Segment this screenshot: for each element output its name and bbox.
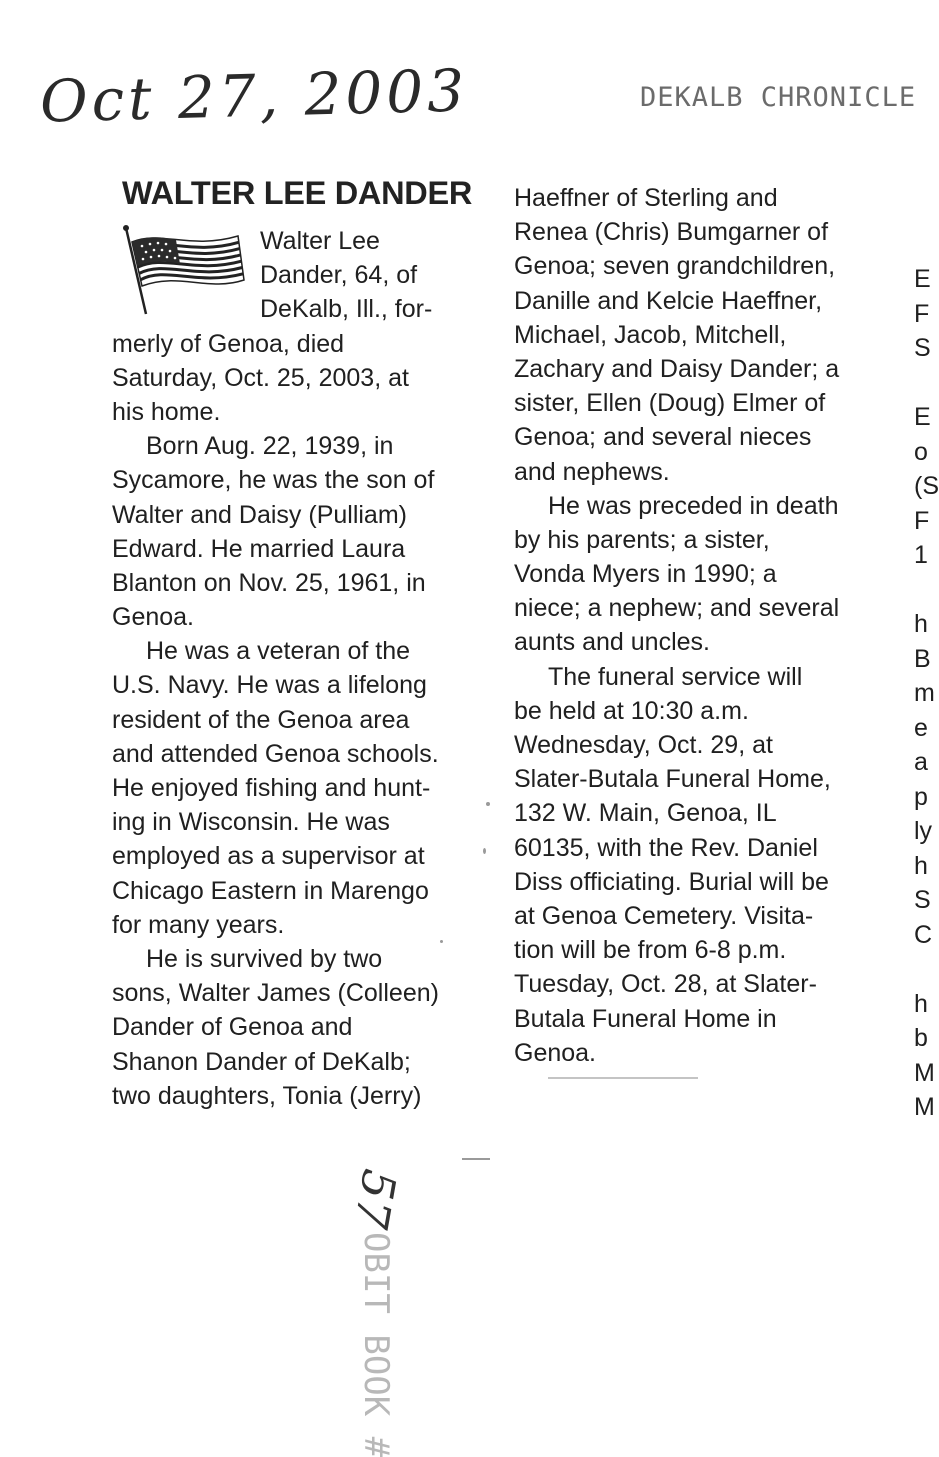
text-line: Genoa. — [112, 603, 195, 632]
text-line: ing in Wisconsin. He was — [112, 808, 390, 837]
text-line: U.S. Navy. He was a lifelong — [112, 671, 427, 700]
text-line: Diss officiating. Burial will be — [514, 867, 829, 896]
scan-speck — [462, 1158, 490, 1160]
text-line: Shanon Dander of DeKalb; — [112, 1047, 411, 1076]
fragment-line — [914, 573, 934, 608]
text-line: He was preceded in death — [548, 491, 839, 520]
text-line: Michael, Jacob, Mitchell, — [514, 320, 787, 349]
text-line: Renea (Chris) Bumgarner of — [514, 218, 829, 247]
handwritten-date: Oct 27, 2003 — [39, 56, 469, 136]
text-line: at Genoa Cemetery. Visita- — [514, 901, 814, 930]
text-line: for many years. — [112, 910, 285, 939]
fragment-line: E — [914, 403, 931, 431]
text-line: DeKalb, Ill., for- — [260, 295, 433, 324]
text-line: Vonda Myers in 1990; a — [514, 560, 777, 589]
text-line: Tuesday, Oct. 28, at Slater- — [514, 970, 817, 999]
fragment-line — [914, 952, 934, 987]
fragment-line: C — [914, 920, 933, 949]
obituary-headline: WALTER LEE DANDER — [122, 175, 472, 211]
publication-stamp: DEKALB CHRONICLE — [640, 82, 917, 113]
fragment-line: a — [914, 748, 928, 776]
fragment-line: (S — [914, 472, 939, 500]
text-line: aunts and uncles. — [514, 628, 710, 657]
fragment-line: p — [914, 782, 928, 811]
fragment-line: b — [914, 1024, 928, 1052]
adjacent-column-fragment — [914, 262, 939, 1125]
text-line: be held at 10:30 a.m. — [514, 696, 749, 725]
text-line: Born Aug. 22, 1939, in — [146, 432, 394, 461]
fragment-line: F — [914, 299, 930, 328]
obituary-column-1 — [112, 224, 484, 1113]
text-line: Saturday, Oct. 25, 2003, at — [112, 363, 409, 392]
archive-stamp: OBIT BOOK # — [356, 1232, 396, 1457]
text-line: 60135, with the Rev. Daniel — [514, 833, 818, 862]
fragment-line: h — [914, 989, 928, 1018]
text-line: Zachary and Daisy Dander; a — [514, 354, 840, 383]
text-line: two daughters, Tonia (Jerry) — [112, 1081, 422, 1110]
text-line: He is survived by two — [146, 944, 383, 973]
text-line: The funeral service will — [548, 662, 803, 691]
text-line: Walter and Daisy (Pulliam) — [112, 500, 407, 529]
text-line: He was a veteran of the — [146, 637, 411, 666]
page-number-note: 57 — [343, 1165, 407, 1233]
text-line: He enjoyed fishing and hunt- — [112, 774, 431, 802]
fragment-line: h — [914, 851, 928, 880]
text-line: Dander, 64, of — [260, 261, 418, 290]
text-line: resident of the Genoa area — [112, 705, 410, 734]
text-line: sons, Walter James (Colleen) — [112, 979, 439, 1008]
text-line: Sycamore, he was the son of — [112, 466, 435, 495]
fragment-line: e — [914, 713, 928, 742]
text-line: Walter Lee — [260, 227, 380, 255]
text-line: tion will be from 6-8 p.m. — [514, 936, 787, 965]
fragment-line: o — [914, 437, 928, 466]
fragment-line: 1 — [914, 541, 928, 569]
scan-speck — [548, 1077, 698, 1079]
text-line: Chicago Eastern in Marengo — [112, 876, 429, 905]
text-line: Blanton on Nov. 25, 1961, in — [112, 568, 426, 597]
text-line: merly of Genoa, died — [112, 329, 345, 358]
text-line: Dander of Genoa and — [112, 1013, 353, 1042]
text-line: Butala Funeral Home in — [514, 1004, 777, 1033]
scan-speck — [483, 848, 486, 854]
fragment-line: E — [914, 265, 931, 293]
fragment-line: M — [914, 1058, 935, 1087]
text-line: Edward. He married Laura — [112, 534, 406, 563]
text-line: his home. — [112, 397, 221, 426]
text-line: employed as a supervisor at — [112, 842, 425, 871]
fragment-line — [914, 366, 934, 401]
fragment-line: S — [914, 886, 931, 914]
fragment-line: ly — [914, 817, 933, 845]
text-line: niece; a nephew; and several — [514, 594, 840, 623]
text-line: Haeffner of Sterling and — [514, 184, 778, 212]
text-line: sister, Ellen (Doug) Elmer of — [514, 389, 826, 418]
fragment-line: M — [914, 1093, 935, 1121]
text-line: Genoa; and several nieces — [514, 423, 812, 452]
obituary-column-2 — [514, 181, 886, 1070]
text-line: Slater-Butala Funeral Home, — [514, 765, 831, 794]
fragment-line: m — [914, 679, 935, 707]
scan-speck — [486, 802, 490, 806]
text-line: by his parents; a sister, — [514, 525, 770, 554]
text-line: 132 W. Main, Genoa, IL — [514, 799, 777, 828]
text-line: Genoa; seven grandchildren, — [514, 252, 836, 281]
text-line: Wednesday, Oct. 29, at — [514, 731, 773, 759]
fragment-line: S — [914, 334, 931, 362]
fragment-line: B — [914, 644, 931, 673]
text-line: and nephews. — [514, 457, 670, 486]
scan-speck — [440, 940, 443, 943]
text-line: Danille and Kelcie Haeffner, — [514, 286, 823, 315]
text-line: and attended Genoa schools. — [112, 739, 439, 768]
fragment-line: F — [914, 506, 930, 535]
text-line: Genoa. — [514, 1038, 597, 1067]
fragment-line: h — [914, 610, 928, 638]
